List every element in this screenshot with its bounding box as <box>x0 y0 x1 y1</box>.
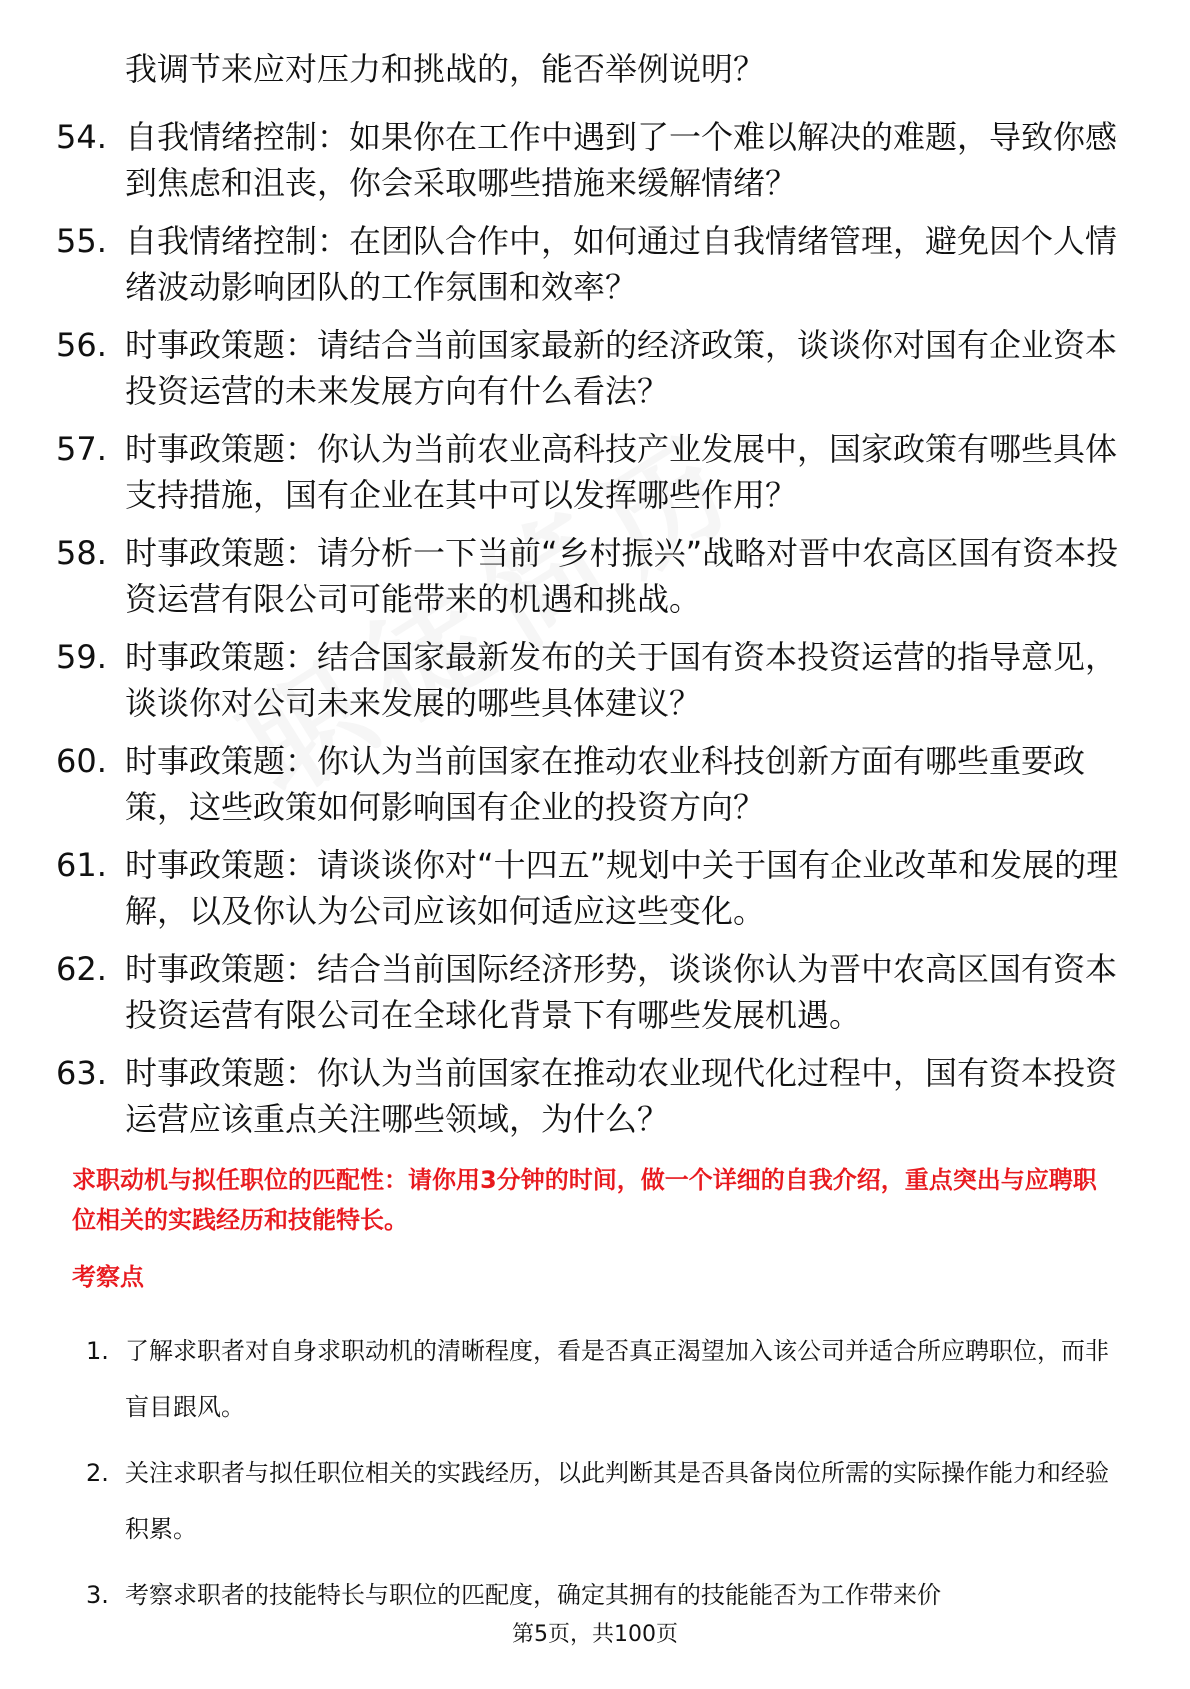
assessment-points-heading: 考察点 <box>72 1263 144 1291</box>
question-item <box>56 842 1131 946</box>
assessment-point <box>86 1323 1126 1445</box>
question-text: 自我情绪控制：如果你在工作中遇到了一个难以解决的难题，导致你感到焦虑和沮丧，你会采取哪些措施来缓解情绪？ <box>125 118 1118 202</box>
question-item <box>56 738 1131 842</box>
page-footer: 第5页，共100页 <box>512 1622 678 1647</box>
question-number: 55. <box>56 222 107 260</box>
assessment-point <box>86 1445 1126 1567</box>
question-number: 58. <box>56 534 107 572</box>
question-item <box>56 530 1131 634</box>
question-continuation: 我调节来应对压力和挑战的，能否举例说明？ <box>125 50 766 88</box>
point-number: 3. <box>86 1581 109 1609</box>
question-number: 61. <box>56 846 107 884</box>
point-number: 1. <box>86 1337 109 1365</box>
question-text: 时事政策题：请结合当前国家最新的经济政策，谈谈你对国有企业资本投资运营的未来发展方向有什么看法？ <box>125 326 1118 410</box>
point-text: 了解求职者对自身求职动机的清晰程度，看是否真正渴望加入该公司并适合所应聘职位，而非盲目跟风。 <box>125 1337 1109 1421</box>
section-heading: 求职动机与拟任职位的匹配性：请你用3分钟的时间，做一个详细的自我介绍，重点突出与应聘职位相关的实践经历和技能特长。 <box>72 1166 1097 1234</box>
question-item <box>56 114 1131 218</box>
question-list <box>56 114 1131 1154</box>
question-text: 自我情绪控制：在团队合作中，如何通过自我情绪管理，避免因个人情绪波动影响团队的工作氛围和效率？ <box>125 222 1118 306</box>
question-item <box>56 218 1131 322</box>
question-item <box>56 426 1131 530</box>
question-text: 时事政策题：结合当前国际经济形势，谈谈你认为晋中农高区国有资本投资运营有限公司在全球化背景下有哪些发展机遇。 <box>125 950 1118 1034</box>
question-text: 时事政策题：你认为当前农业高科技产业发展中，国家政策有哪些具体支持措施，国有企业在其中可以发挥哪些作用？ <box>125 430 1118 514</box>
question-item <box>56 1050 1131 1154</box>
point-number: 2. <box>86 1459 109 1487</box>
question-item <box>56 634 1131 738</box>
question-text: 时事政策题：结合国家最新发布的关于国有资本投资运营的指导意见，谈谈你对公司未来发展的哪些具体建议？ <box>125 638 1118 722</box>
question-item <box>56 946 1131 1050</box>
point-text: 考察求职者的技能特长与职位的匹配度，确定其拥有的技能能否为工作带来价 <box>125 1581 941 1609</box>
question-text: 时事政策题：你认为当前国家在推动农业科技创新方面有哪些重要政策，这些政策如何影响国有企业的投资方向？ <box>125 742 1086 826</box>
question-number: 54. <box>56 118 107 156</box>
question-number: 60. <box>56 742 107 780</box>
question-number: 56. <box>56 326 107 364</box>
question-number: 59. <box>56 638 107 676</box>
question-number: 63. <box>56 1054 107 1092</box>
question-text: 时事政策题：请分析一下当前“乡村振兴”战略对晋中农高区国有资本投资运营有限公司可能带来的机遇和挑战。 <box>125 534 1119 618</box>
point-text: 关注求职者与拟任职位相关的实践经历，以此判断其是否具备岗位所需的实际操作能力和经验积累。 <box>125 1459 1109 1543</box>
question-text: 时事政策题：请谈谈你对“十四五”规划中关于国有企业改革和发展的理解，以及你认为公司应该如何适应这些变化。 <box>125 846 1119 930</box>
question-text: 时事政策题：你认为当前国家在推动农业现代化过程中，国有资本投资运营应该重点关注哪些领域，为什么？ <box>125 1054 1118 1138</box>
question-item <box>56 322 1131 426</box>
question-number: 62. <box>56 950 107 988</box>
question-number: 57. <box>56 430 107 468</box>
